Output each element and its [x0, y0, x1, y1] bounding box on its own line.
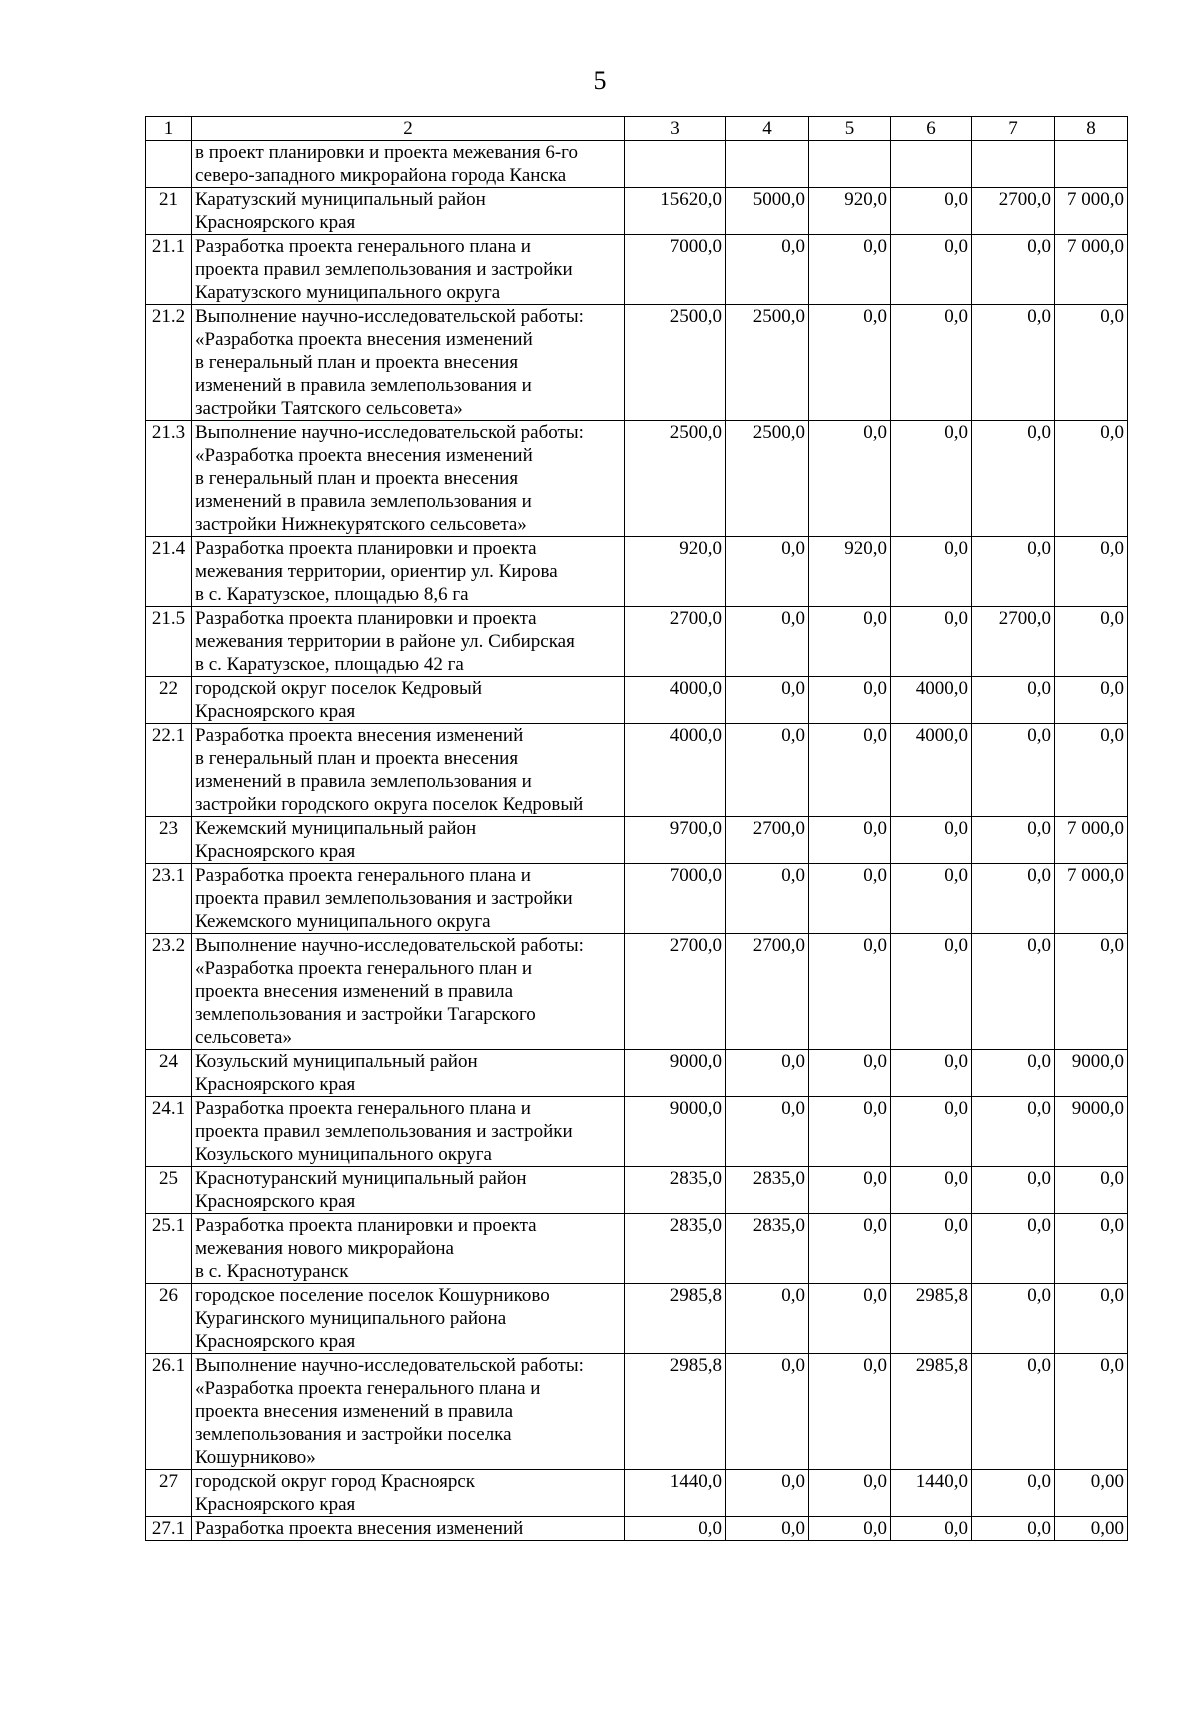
- row-number: 23: [146, 817, 192, 864]
- description-line: межевания территории, ориентир ул. Кирова: [195, 561, 558, 582]
- description-line: городской округ поселок Кедровый: [195, 678, 482, 699]
- row-number: 24: [146, 1050, 192, 1097]
- description-line: в генеральный план и проекта внесения: [195, 352, 519, 373]
- table-row: [146, 607, 1128, 677]
- value-cell: 2500,0: [625, 421, 726, 537]
- value-cell: 0,0: [726, 1097, 809, 1167]
- description-line: Кежемского муниципального округа: [195, 911, 491, 932]
- value-cell: 0,0: [809, 724, 891, 817]
- value-cell: 0,0: [726, 537, 809, 607]
- value-cell: 0,0: [726, 724, 809, 817]
- value-cell: 4000,0: [891, 677, 972, 724]
- value-cell: 2700,0: [972, 607, 1055, 677]
- value-cell: 0,0: [809, 1284, 891, 1354]
- value-cell: 0,0: [809, 1470, 891, 1517]
- row-description: [192, 1050, 625, 1097]
- row-number: 27.1: [146, 1517, 192, 1541]
- value-cell: 2700,0: [625, 607, 726, 677]
- table-row: [146, 1097, 1128, 1167]
- description-line: застройки Нижнекурятского сельсовета»: [195, 514, 527, 535]
- row-number: [146, 141, 192, 188]
- value-cell: 4000,0: [625, 724, 726, 817]
- row-number: 23.2: [146, 934, 192, 1050]
- value-cell: 0,0: [972, 1470, 1055, 1517]
- description-line: Разработка проекта генерального плана и: [195, 865, 531, 886]
- value-cell: 2985,8: [891, 1354, 972, 1470]
- description-line: проекта правил землепользования и застройки: [195, 1121, 573, 1142]
- description-line: Козульского муниципального округа: [195, 1144, 492, 1165]
- description-line: Разработка проекта генерального плана и: [195, 236, 531, 257]
- value-cell: 0,0: [972, 1097, 1055, 1167]
- row-description: [192, 934, 625, 1050]
- value-cell: 0,0: [972, 1354, 1055, 1470]
- table-row: [146, 235, 1128, 305]
- description-line: в с. Каратузское, площадью 8,6 га: [195, 584, 469, 605]
- row-description: [192, 1214, 625, 1284]
- value-cell: 0,0: [972, 1284, 1055, 1354]
- value-cell: 0,0: [809, 421, 891, 537]
- value-cell: 0,0: [809, 1517, 891, 1541]
- description-line: городское поселение поселок Кошурниково: [195, 1285, 550, 1306]
- table-row: [146, 934, 1128, 1050]
- table-row: [146, 817, 1128, 864]
- description-line: Выполнение научно-исследовательской работы:: [195, 306, 584, 327]
- value-cell: 0,0: [891, 1214, 972, 1284]
- description-line: «Разработка проекта внесения изменений: [195, 445, 533, 466]
- value-cell: 920,0: [809, 188, 891, 235]
- value-cell: 0,0: [809, 864, 891, 934]
- value-cell: 0,0: [972, 1050, 1055, 1097]
- header-row: [146, 117, 1128, 141]
- description-line: Разработка проекта планировки и проекта: [195, 538, 537, 559]
- column-header: 4: [726, 117, 809, 141]
- description-line: изменений в правила землепользования и: [195, 491, 532, 512]
- value-cell: 0,0: [809, 607, 891, 677]
- value-cell: 0,0: [972, 724, 1055, 817]
- row-number: 26.1: [146, 1354, 192, 1470]
- description-line: Выполнение научно-исследовательской работы:: [195, 935, 584, 956]
- column-header: 5: [809, 117, 891, 141]
- description-line: застройки Таятского сельсовета»: [195, 398, 463, 419]
- value-cell: 0,0: [891, 421, 972, 537]
- row-number: 21.5: [146, 607, 192, 677]
- description-line: Красноярского края: [195, 212, 356, 233]
- value-cell: 0,0: [972, 537, 1055, 607]
- value-cell: 0,0: [809, 1167, 891, 1214]
- value-cell: 0,0: [1055, 421, 1128, 537]
- value-cell: 0,0: [891, 1050, 972, 1097]
- value-cell: 9000,0: [1055, 1097, 1128, 1167]
- value-cell: [625, 141, 726, 188]
- value-cell: [972, 141, 1055, 188]
- value-cell: 0,0: [809, 1097, 891, 1167]
- description-line: Красноярского края: [195, 1191, 356, 1212]
- value-cell: 2700,0: [726, 817, 809, 864]
- row-number: 21: [146, 188, 192, 235]
- description-line: Разработка проекта планировки и проекта: [195, 608, 537, 629]
- value-cell: 7000,0: [625, 235, 726, 305]
- row-description: [192, 677, 625, 724]
- description-line: в с. Краснотуранск: [195, 1261, 349, 1282]
- description-line: Выполнение научно-исследовательской работы:: [195, 422, 584, 443]
- value-cell: 0,0: [726, 1470, 809, 1517]
- value-cell: 0,0: [891, 607, 972, 677]
- value-cell: 4000,0: [625, 677, 726, 724]
- value-cell: 0,0: [972, 305, 1055, 421]
- value-cell: 0,0: [726, 1517, 809, 1541]
- page-number: 5: [593, 66, 607, 95]
- value-cell: 920,0: [809, 537, 891, 607]
- column-header: 1: [146, 117, 192, 141]
- description-line: Разработка проекта генерального плана и: [195, 1098, 531, 1119]
- value-cell: 2835,0: [625, 1167, 726, 1214]
- value-cell: 9000,0: [625, 1097, 726, 1167]
- value-cell: 0,0: [726, 677, 809, 724]
- value-cell: 9000,0: [625, 1050, 726, 1097]
- value-cell: 0,0: [726, 607, 809, 677]
- description-line: в генеральный план и проекта внесения: [195, 468, 519, 489]
- value-cell: 0,0: [891, 537, 972, 607]
- description-line: межевания территории в районе ул. Сибирская: [195, 631, 575, 652]
- row-description: [192, 305, 625, 421]
- value-cell: 0,0: [972, 817, 1055, 864]
- description-line: «Разработка проекта внесения изменений: [195, 329, 533, 350]
- row-description: [192, 1284, 625, 1354]
- value-cell: 0,0: [809, 1214, 891, 1284]
- value-cell: 2985,8: [625, 1284, 726, 1354]
- row-number: 25: [146, 1167, 192, 1214]
- description-line: проекта внесения изменений в правила: [195, 981, 514, 1002]
- value-cell: 0,0: [625, 1517, 726, 1541]
- column-header: 6: [891, 117, 972, 141]
- value-cell: 7 000,0: [1055, 188, 1128, 235]
- value-cell: 7000,0: [625, 864, 726, 934]
- column-header: 8: [1055, 117, 1128, 141]
- table-body: [146, 141, 1128, 1541]
- value-cell: 0,0: [891, 817, 972, 864]
- value-cell: 0,0: [1055, 305, 1128, 421]
- value-cell: 0,0: [1055, 1354, 1128, 1470]
- value-cell: 0,0: [972, 421, 1055, 537]
- description-line: проекта внесения изменений в правила: [195, 1401, 514, 1422]
- value-cell: 7 000,0: [1055, 817, 1128, 864]
- value-cell: 0,0: [972, 1167, 1055, 1214]
- table-row: [146, 141, 1128, 188]
- description-line: изменений в правила землепользования и: [195, 771, 532, 792]
- description-line: Каратузского муниципального округа: [195, 282, 501, 303]
- description-line: в проект планировки и проекта межевания 6-го: [195, 142, 578, 163]
- value-cell: 0,0: [1055, 1214, 1128, 1284]
- value-cell: 2700,0: [972, 188, 1055, 235]
- value-cell: 0,0: [809, 1354, 891, 1470]
- table-row: [146, 677, 1128, 724]
- value-cell: 0,0: [726, 864, 809, 934]
- value-cell: 0,0: [1055, 1167, 1128, 1214]
- row-description: [192, 607, 625, 677]
- budget-table: [145, 116, 1128, 1541]
- description-line: Краснотуранский муниципальный район: [195, 1168, 527, 1189]
- description-line: в генеральный план и проекта внесения: [195, 748, 519, 769]
- table-row: [146, 724, 1128, 817]
- value-cell: 0,00: [1055, 1470, 1128, 1517]
- row-number: 23.1: [146, 864, 192, 934]
- row-description: [192, 188, 625, 235]
- description-line: Кошурниково»: [195, 1447, 316, 1468]
- row-description: [192, 1354, 625, 1470]
- table-row: [146, 1167, 1128, 1214]
- value-cell: 2500,0: [726, 305, 809, 421]
- row-description: [192, 864, 625, 934]
- table-row: [146, 1517, 1128, 1541]
- row-description: [192, 1470, 625, 1517]
- description-line: Красноярского края: [195, 701, 356, 722]
- description-line: изменений в правила землепользования и: [195, 375, 532, 396]
- value-cell: 15620,0: [625, 188, 726, 235]
- description-line: Разработка проекта внесения изменений: [195, 725, 524, 746]
- value-cell: 2985,8: [625, 1354, 726, 1470]
- value-cell: 0,0: [1055, 1284, 1128, 1354]
- column-header: 2: [192, 117, 625, 141]
- row-description: [192, 1517, 625, 1541]
- value-cell: 0,0: [891, 1167, 972, 1214]
- value-cell: 2835,0: [726, 1214, 809, 1284]
- value-cell: 0,0: [726, 235, 809, 305]
- value-cell: 9700,0: [625, 817, 726, 864]
- value-cell: 0,0: [809, 817, 891, 864]
- row-number: 21.2: [146, 305, 192, 421]
- row-number: 22: [146, 677, 192, 724]
- value-cell: 1440,0: [625, 1470, 726, 1517]
- table-row: [146, 864, 1128, 934]
- description-line: проекта правил землепользования и застройки: [195, 259, 573, 280]
- value-cell: 0,0: [891, 934, 972, 1050]
- row-number: 22.1: [146, 724, 192, 817]
- value-cell: 2500,0: [726, 421, 809, 537]
- row-description: [192, 817, 625, 864]
- value-cell: [809, 141, 891, 188]
- value-cell: 0,0: [972, 864, 1055, 934]
- value-cell: 0,0: [809, 305, 891, 421]
- value-cell: 0,0: [891, 1097, 972, 1167]
- row-number: 21.1: [146, 235, 192, 305]
- description-line: «Разработка проекта генерального план и: [195, 958, 533, 979]
- description-line: Каратузский муниципальный район: [195, 189, 486, 210]
- value-cell: 2835,0: [726, 1167, 809, 1214]
- value-cell: 1440,0: [891, 1470, 972, 1517]
- value-cell: 0,0: [972, 235, 1055, 305]
- value-cell: 0,0: [809, 934, 891, 1050]
- value-cell: 2985,8: [891, 1284, 972, 1354]
- description-line: межевания нового микрорайона: [195, 1238, 454, 1259]
- description-line: Кежемский муниципальный район: [195, 818, 477, 839]
- value-cell: 0,0: [891, 864, 972, 934]
- value-cell: [891, 141, 972, 188]
- description-line: Выполнение научно-исследовательской работы:: [195, 1355, 584, 1376]
- value-cell: 0,0: [726, 1284, 809, 1354]
- value-cell: 920,0: [625, 537, 726, 607]
- description-line: Разработка проекта планировки и проекта: [195, 1215, 537, 1236]
- value-cell: 0,0: [726, 1354, 809, 1470]
- value-cell: 0,0: [1055, 607, 1128, 677]
- table-row: [146, 1354, 1128, 1470]
- description-line: Красноярского края: [195, 841, 356, 862]
- description-line: северо-западного микрорайона города Канска: [195, 165, 567, 186]
- value-cell: 5000,0: [726, 188, 809, 235]
- value-cell: 0,0: [891, 305, 972, 421]
- value-cell: 2835,0: [625, 1214, 726, 1284]
- description-line: Разработка проекта внесения изменений: [195, 1518, 524, 1539]
- row-number: 25.1: [146, 1214, 192, 1284]
- value-cell: 2500,0: [625, 305, 726, 421]
- table-row: [146, 537, 1128, 607]
- row-description: [192, 537, 625, 607]
- value-cell: 0,0: [726, 1050, 809, 1097]
- value-cell: 0,0: [809, 677, 891, 724]
- table-row: [146, 305, 1128, 421]
- value-cell: 0,00: [1055, 1517, 1128, 1541]
- row-description: [192, 141, 625, 188]
- row-number: 21.3: [146, 421, 192, 537]
- table-row: [146, 1050, 1128, 1097]
- row-number: 21.4: [146, 537, 192, 607]
- row-description: [192, 1167, 625, 1214]
- description-line: землепользования и застройки поселка: [195, 1424, 512, 1445]
- value-cell: 0,0: [972, 1517, 1055, 1541]
- description-line: землепользования и застройки Тагарского: [195, 1004, 536, 1025]
- table-row: [146, 188, 1128, 235]
- value-cell: 0,0: [809, 235, 891, 305]
- value-cell: 7 000,0: [1055, 864, 1128, 934]
- row-number: 26: [146, 1284, 192, 1354]
- value-cell: 2700,0: [726, 934, 809, 1050]
- value-cell: [726, 141, 809, 188]
- row-number: 24.1: [146, 1097, 192, 1167]
- description-line: застройки городского округа поселок Кедровый: [195, 794, 584, 815]
- value-cell: 0,0: [1055, 934, 1128, 1050]
- row-description: [192, 724, 625, 817]
- description-line: Красноярского края: [195, 1494, 356, 1515]
- description-line: Курагинского муниципального района: [195, 1308, 507, 1329]
- table-row: [146, 1214, 1128, 1284]
- value-cell: 7 000,0: [1055, 235, 1128, 305]
- description-line: сельсовета»: [195, 1027, 292, 1048]
- description-line: Козульский муниципальный район: [195, 1051, 478, 1072]
- value-cell: 0,0: [972, 677, 1055, 724]
- row-description: [192, 1097, 625, 1167]
- value-cell: 0,0: [972, 934, 1055, 1050]
- value-cell: 0,0: [891, 1517, 972, 1541]
- description-line: «Разработка проекта генерального плана и: [195, 1378, 541, 1399]
- value-cell: 9000,0: [1055, 1050, 1128, 1097]
- description-line: проекта правил землепользования и застройки: [195, 888, 573, 909]
- value-cell: 4000,0: [891, 724, 972, 817]
- value-cell: [1055, 141, 1128, 188]
- value-cell: 0,0: [1055, 724, 1128, 817]
- column-header: 3: [625, 117, 726, 141]
- value-cell: 2700,0: [625, 934, 726, 1050]
- value-cell: 0,0: [972, 1214, 1055, 1284]
- description-line: Красноярского края: [195, 1331, 356, 1352]
- column-header: 7: [972, 117, 1055, 141]
- table-row: [146, 421, 1128, 537]
- row-description: [192, 235, 625, 305]
- table-row: [146, 1284, 1128, 1354]
- value-cell: 0,0: [809, 1050, 891, 1097]
- row-description: [192, 421, 625, 537]
- row-number: 27: [146, 1470, 192, 1517]
- value-cell: 0,0: [891, 235, 972, 305]
- value-cell: 0,0: [1055, 537, 1128, 607]
- value-cell: 0,0: [891, 188, 972, 235]
- description-line: городской округ город Красноярск: [195, 1471, 476, 1492]
- value-cell: 0,0: [1055, 677, 1128, 724]
- description-line: Красноярского края: [195, 1074, 356, 1095]
- description-line: в с. Каратузское, площадью 42 га: [195, 654, 464, 675]
- table-row: [146, 1470, 1128, 1517]
